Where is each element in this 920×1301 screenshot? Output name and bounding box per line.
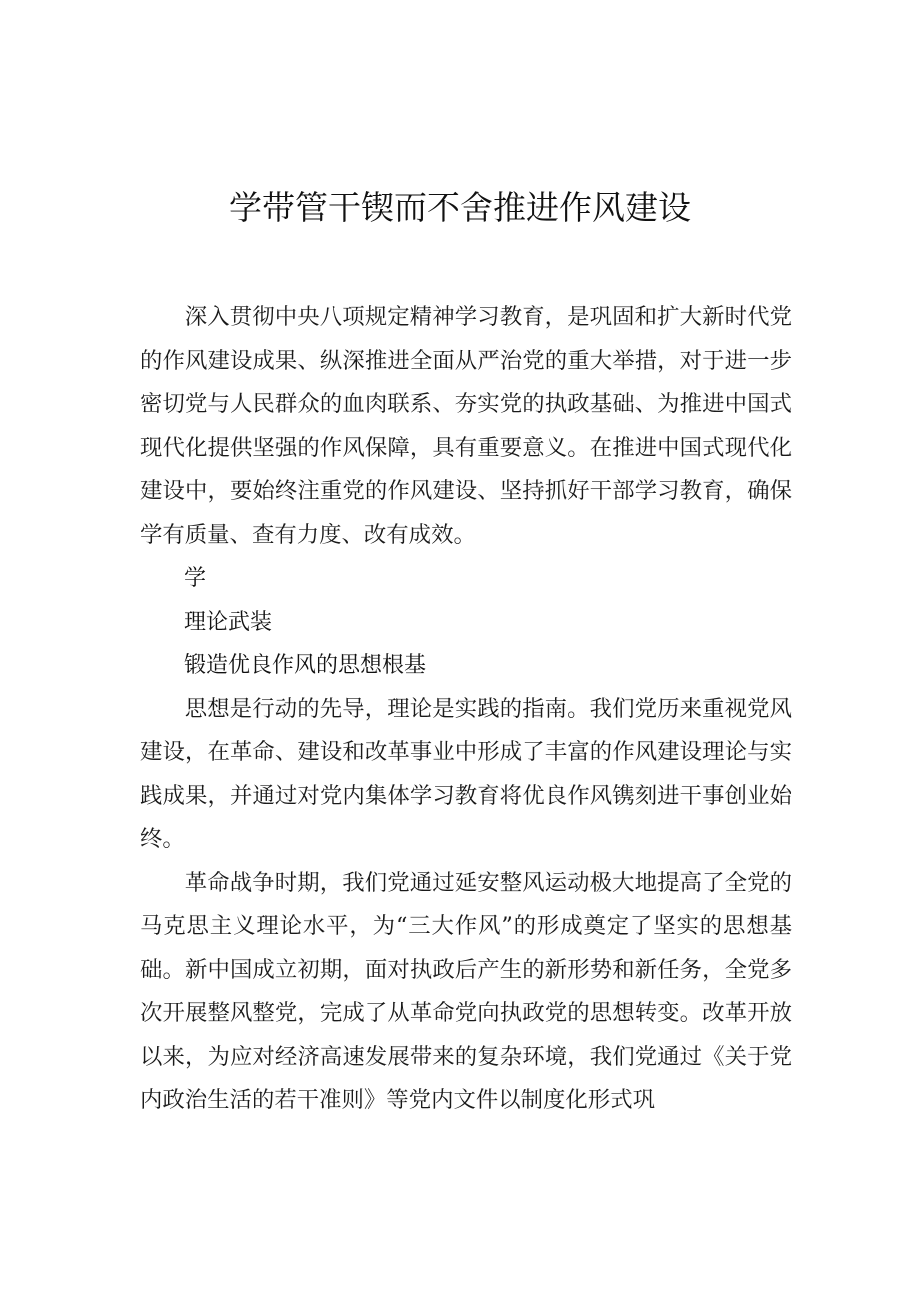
intro-paragraph: 深入贯彻中央八项规定精神学习教育，是巩固和扩大新时代党的作风建设成果、纵深推进全面从严治党的重大举措，对于进一步密切党与人民群众的血肉联系、夯实党的执政基础、为推进中国式现代化提供坚强的作风保障，具有重要意义。在推进中国式现代化建设中，要始终注重党的作风建设、坚持抓好干部学习教育，确保学有质量、查有力度、改有成效。 <box>140 304 792 548</box>
paragraph-history: 革命战争时期，我们党通过延安整风运动极大地提高了全党的马克思主义理论水平，为“三大作风”的形成奠定了坚实的思想基础。新中国成立初期，面对执政后产生的新形势和新任务，全党多次开展整风整党，完成了从革命党向执政党的思想转变。改革开放以来，为应对经济高速发展带来的复杂环境，我们党通过《关于党内政治生活的若干准则》等党内文件以制度化形式巩 <box>140 869 792 1113</box>
document-title: 学带管干锲而不舍推进作风建设 <box>229 188 691 227</box>
section-heading-theory: 理论武装 <box>184 609 273 635</box>
paragraph-thought-guide: 思想是行动的先导，理论是实践的指南。我们党历来重视党风建设，在革命、建设和改革事业中形成了丰富的作风建设理论与实践成果，并通过对党内集体学习教育将优良作风镌刻进干事创业始终。 <box>140 695 792 852</box>
section-heading-foundation: 锻造优良作风的思想根基 <box>184 653 427 678</box>
document-body <box>140 296 792 1123</box>
section-heading-study: 学 <box>184 566 207 591</box>
